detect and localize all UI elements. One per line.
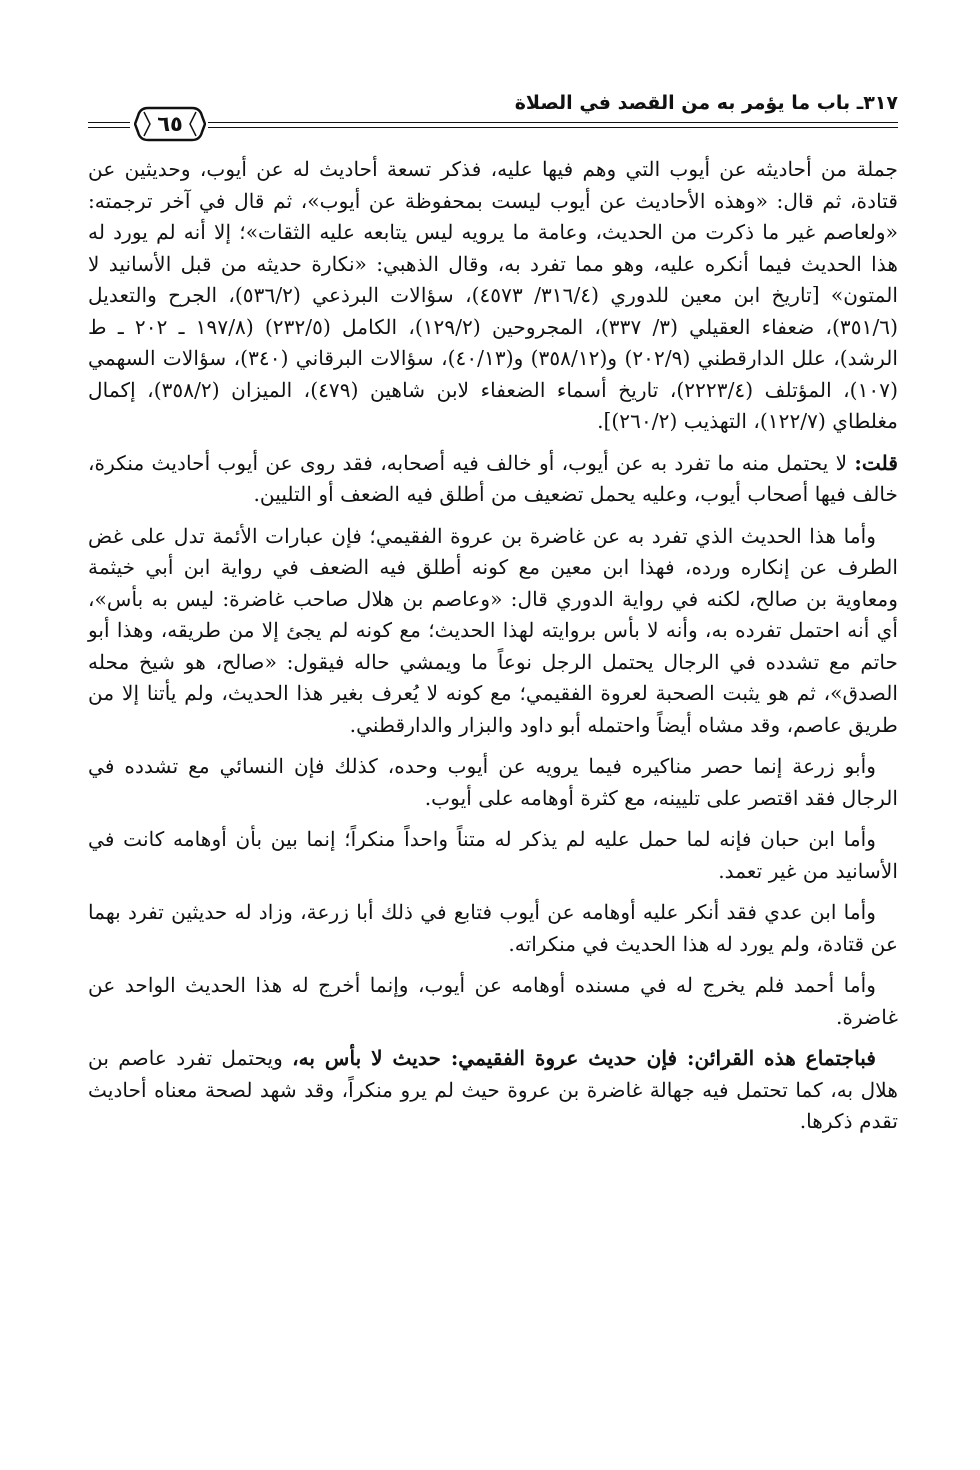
paragraph-lead: فباجتماع هذه القرائن: فإن حديث عروة الفقيمي: حديث لا بأس به، [292, 1046, 877, 1070]
book-page [88, 82, 898, 1382]
paragraph-text: لا يحتمل منه ما تفرد به عن أيوب، أو خالف فيه أصحابه، فقد روى عن أيوب أحاديث منكرة، خالف فيها أصحاب أيوب، وعليه يحمل تضعيف من أطلق فيه الضعف أو التليين. [88, 450, 898, 506]
paragraph-text: جملة من أحاديثه عن أيوب التي وهم فيها عليه، فذكر تسعة أحاديث له عن أيوب، وحديثين عن قتادة، ثم قال: «وهذه الأحاديث عن أيوب ليست بمحفوظة عن أيوب»، ثم قال في آخر ترجمته: «ولعاصم غير ما ذكرت من الحديث، وعامة ما يرويه ليس يتابعه عليه الثقات»؛ إلا أنه لم يورد له هذا الحديث فيما أنكره عليه، وهو مما تفرد به، وقال الذهبي: «نكارة حديثه من قبل الأسانيد لا المتون» [تاريخ ابن معين للدوري (٣١٦/٤/ ٤٥٧٣)، سؤالات البرذعي (٥٣٦/٢)، الجرح والتعديل (٣٥١/٦)، ضعفاء العقيلي (٣/ ٣٣٧)، المجروحين (١٢٩/٢)، الكامل (٢٣٢/٥) (١٩٧/٨ ـ ٢٠٢ ـ ط الرشد)، علل الدارقطني (٢٠٢/٩) و(٣٥٨/١٢) و(٤٠/١٣)، سؤالات البرقاني (٣٤٠)، سؤالات السهمي (١٠٧)، المؤتلف (٢٢٢٣/٤)، تاريخ أسماء الضعفاء لابن شاهين (٤٧٩)، الميزان (٣٥٨/٢)، إكمال مغلطاي (١٢٢/٧)، التهذيب (٢٦٠/٢)]. [88, 157, 899, 433]
header-rule-left [88, 122, 130, 123]
page-number: ٦٥ [157, 111, 183, 136]
paragraph-text: وأما هذا الحديث الذي تفرد به عن غاضرة بن عروة الفقيمي؛ فإن عبارات الأئمة تدل على غض الطرف عن إنكاره ورده، فهذا ابن معين مع كونه أطلق فيه الضعف في رواية ابن أبي خيثمة ومعاوية بن صالح، لكنه في رواية الدوري قال: «وعاصم بن هلال صاحب غاضرة: ليس به بأس»، أي أنه احتمل تفرده به، وأنه لا بأس بروايته لهذا الحديث؛ مع كونه لم يجئ إلا من طريقه، وهذا أبو حاتم مع تشدده في الرجال يحتمل الرجل نوعاً ما ويمشي حاله فيقول: «صالح، هو شيخ محله الصدق»، ثم هو يثبت الصحبة لعروة الفقيمي؛ مع كونه لا يُعرف بغير هذا الحديث، ولم يأتنا إلا من طريق عاصم، وقد مشاه أيضاً واحتمله أبو داود والبزار والدارقطني. [88, 523, 898, 737]
running-header [88, 82, 898, 146]
header-rule-left [88, 127, 130, 128]
header-rule [208, 127, 898, 128]
paragraph [88, 970, 898, 1033]
page-number-badge [134, 104, 206, 144]
paragraph [88, 897, 898, 960]
paragraph-text: وأبو زرعة إنما حصر مناكيره فيما يرويه عن أيوب وحده، كذلك فإن النسائي مع تشدده في الرجال فقد اقتصر على تليينه، مع كثرة أوهامه على أيوب. [88, 754, 898, 810]
paragraph-text: وأما أحمد فلم يخرج له في مسنده أوهامه عن أيوب، وإنما أخرج له هذا الحديث الواحد عن غاضرة. [88, 973, 898, 1029]
chapter-title: ٣١٧ـ باب ما يؤمر به من القصد في الصلاة [514, 92, 898, 114]
paragraph [88, 448, 898, 511]
paragraph [88, 1043, 898, 1138]
body-text [88, 154, 898, 1138]
paragraph [88, 824, 898, 887]
paragraph [88, 751, 898, 814]
paragraph-text: ويحتمل تفرد عاصم بن هلال به، كما تحتمل فيه جهالة غاضرة بن عروة حيث لم يرو منكراً، وقد شهد لصحة معناه أحاديث تقدم ذكرها. [88, 1046, 898, 1133]
paragraph-text: وأما ابن حبان فإنه لما حمل عليه لم يذكر له متناً واحداً منكراً؛ إنما بين بأن أوهامه كانت في الأسانيد من غير تعمد. [88, 827, 898, 883]
header-rule [208, 122, 898, 123]
paragraph-lead: قلت: [854, 450, 898, 475]
paragraph [88, 154, 898, 438]
paragraph [88, 521, 898, 742]
paragraph-text: وأما ابن عدي فقد أنكر عليه أوهامه عن أيوب فتابع في ذلك أبا زرعة، وزاد له حديثين تفرد بهما عن قتادة، ولم يورد له هذا الحديث في منكراته. [88, 900, 898, 956]
